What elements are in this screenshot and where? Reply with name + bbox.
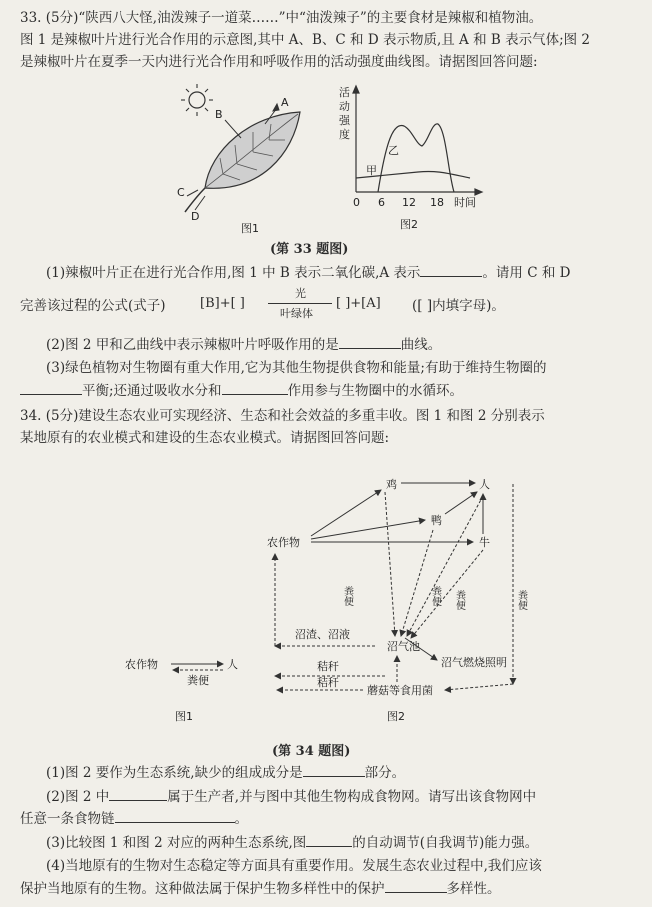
q34-figure-caption: (第 34 题图) bbox=[272, 744, 351, 759]
svg-text:活: 活 bbox=[339, 86, 350, 99]
svg-text:18: 18 bbox=[430, 196, 444, 209]
answer-blank-q33-1a[interactable] bbox=[420, 262, 482, 277]
fig1-node-crop: 农作物 bbox=[125, 658, 158, 671]
q33-figure1-leaf-diagram bbox=[165, 80, 325, 240]
figure1-caption: 图1 bbox=[241, 222, 259, 235]
fig2-axes bbox=[353, 86, 482, 195]
svg-text:12: 12 bbox=[402, 196, 416, 209]
label-D: D bbox=[191, 210, 200, 223]
curve-label-yi: 乙 bbox=[388, 144, 399, 157]
svg-text:0: 0 bbox=[353, 196, 360, 209]
formula-arrow bbox=[268, 303, 332, 304]
answer-blank-q34-4[interactable] bbox=[385, 878, 447, 893]
q33-figure2-curve-chart bbox=[338, 82, 498, 238]
answer-blank-q34-3[interactable] bbox=[306, 832, 352, 847]
q33-q1-formula-line: 完善该过程的公式(式子) bbox=[20, 298, 166, 314]
q34-q2: (2)图 2 中 属于生产者,并与图中其他生物构成食物网。请写出该食物网中 bbox=[46, 786, 640, 807]
q34-line2: 某地原有的农业模式和建设的生态农业模式。请据图回答问题: bbox=[20, 430, 390, 446]
svg-text:度: 度 bbox=[339, 128, 350, 141]
label-C: C bbox=[177, 186, 185, 199]
node-biogas-pit: 沼气池 bbox=[387, 640, 420, 653]
answer-blank-q33-3b[interactable] bbox=[222, 380, 288, 395]
q34-q2-line2: 任意一条食物链 。 bbox=[20, 808, 640, 829]
edge-label-straw-1: 秸秆 bbox=[317, 660, 339, 673]
svg-text:强: 强 bbox=[339, 114, 350, 127]
fig2-xlabel: 时间 bbox=[454, 196, 476, 209]
q34-q4-line1: (4)当地原有的生物对生态稳定等方面具有重要作用。发展生态农业过程中,我们应该 bbox=[46, 858, 542, 874]
q33-q3-line1: (3)绿色植物对生物圈有重大作用,它为其他生物提供食物和能量;有助于维持生物圈的 bbox=[46, 360, 547, 376]
answer-blank-q34-2b[interactable] bbox=[115, 808, 235, 823]
node-chicken: 鸡 bbox=[386, 478, 397, 491]
q33-line2: 图 1 是辣椒叶片进行光合作用的示意图,其中 A、B、C 和 D 表示物质,且 A 和 B 表示气体;图 2 bbox=[20, 32, 591, 48]
node-biogas-light: 沼气燃烧照明 bbox=[441, 656, 507, 669]
answer-blank-q33-2[interactable] bbox=[339, 334, 401, 349]
edge-label-feces-4: 粪便 bbox=[515, 590, 527, 610]
edge-label-straw-2: 秸秆 bbox=[317, 676, 339, 689]
sun-icon bbox=[181, 84, 213, 116]
answer-blank-q34-2a[interactable] bbox=[109, 786, 167, 801]
edge-label-feces-2: 粪便 bbox=[429, 586, 441, 606]
svg-text:6: 6 bbox=[378, 196, 385, 209]
q33-header: 33. (5分)“陕西八大怪,油泼辣子一道菜……”中“油泼辣子”的主要食材是辣椒和植物油。 bbox=[20, 10, 543, 26]
q34-fig2-caption: 图2 bbox=[387, 710, 405, 723]
q34-q3: (3)比较图 1 和图 2 对应的两种生态系统,图 的自动调节(自我调节)能力强。 bbox=[46, 832, 640, 853]
node-duck: 鸭 bbox=[431, 514, 442, 527]
node-cattle: 牛 bbox=[479, 536, 490, 549]
node-human: 人 bbox=[479, 478, 490, 491]
q34-header: 34. (5分)建设生态农业可实现经济、生态和社会效益的多重丰收。图 1 和图 2 分别表示 bbox=[20, 408, 545, 424]
q34-q1: (1)图 2 要作为生态系统,缺少的组成成分是 部分。 bbox=[46, 762, 640, 783]
edge-label-residue: 沼渣、沼液 bbox=[295, 628, 350, 641]
q34-fig1-caption: 图1 bbox=[175, 710, 193, 723]
answer-blank-q34-1[interactable] bbox=[303, 762, 365, 777]
node-crop: 农作物 bbox=[267, 536, 300, 549]
q34-q4-line2: 保护当地原有的生物。这种做法属于保护生物多样性中的保护 多样性。 bbox=[20, 878, 640, 899]
figure2-caption: 图2 bbox=[400, 218, 418, 231]
curve-yi bbox=[378, 124, 454, 192]
q34-eco-agriculture-diagram bbox=[115, 450, 555, 740]
fig1-edge-feces: 粪便 bbox=[187, 674, 209, 687]
edge-label-feces-1: 粪便 bbox=[341, 586, 353, 606]
q33-q2: (2)图 2 甲和乙曲线中表示辣椒叶片呼吸作用的是 曲线。 bbox=[46, 334, 640, 355]
q33-q3-line2: 平衡;还通过吸收水分和 作用参与生物圈中的水循环。 bbox=[20, 380, 640, 401]
answer-blank-q33-3a[interactable] bbox=[20, 380, 82, 395]
label-A: A bbox=[281, 96, 289, 109]
q33-figure-caption: (第 33 题图) bbox=[270, 242, 349, 257]
edge-label-feces-3: 粪便 bbox=[453, 590, 465, 610]
label-B: B bbox=[215, 108, 223, 121]
curve-label-jia: 甲 bbox=[366, 164, 377, 177]
q33-line3: 是辣椒叶片在夏季一天内进行光合作用和呼吸作用的活动强度曲线图。请据图回答问题: bbox=[20, 54, 538, 70]
photosynthesis-formula: [B]+[ ] 光 叶绿体 [ ]+[A] bbox=[200, 287, 381, 320]
q33-q1-formula-note: ([ ]内填字母)。 bbox=[412, 298, 505, 314]
fig1-node-human: 人 bbox=[227, 658, 238, 671]
node-mushroom: 蘑菇等食用菌 bbox=[367, 684, 433, 697]
svg-text:动: 动 bbox=[339, 100, 350, 113]
fig2-ylabel bbox=[339, 86, 351, 141]
q33-q1: (1)辣椒叶片正在进行光合作用,图 1 中 B 表示二氧化碳,A 表示 。请用 C 和 D bbox=[46, 262, 640, 283]
